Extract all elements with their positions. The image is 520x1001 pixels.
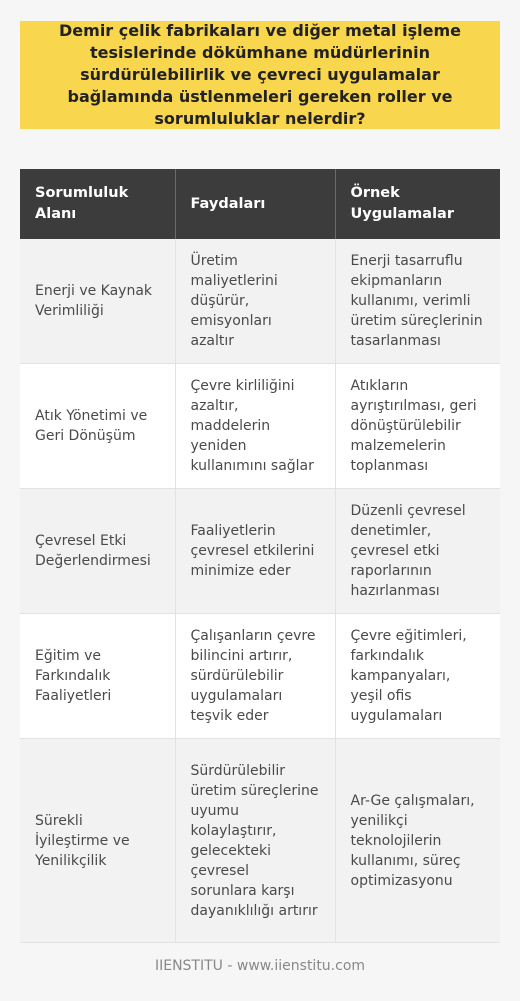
cell-example-practices: Çevre eğitimleri, farkındalık kampanyaları, yeşil ofis uygulamaları <box>335 614 500 739</box>
column-header-benefits: Faydaları <box>175 169 335 239</box>
table-row <box>20 489 500 614</box>
cell-responsibility-area: Çevresel Etki Değerlendirmesi <box>20 489 175 614</box>
cell-example-practices: Düzenli çevresel denetimler, çevresel etki raporlarının hazırlanması <box>335 489 500 614</box>
cell-responsibility-area: Atık Yönetimi ve Geri Dönüşüm <box>20 364 175 489</box>
table-row <box>20 364 500 489</box>
cell-responsibility-area: Enerji ve Kaynak Verimliliği <box>20 239 175 364</box>
page-title: Demir çelik fabrikaları ve diğer metal işleme tesislerinde dökümhane müdürlerinin sürdürülebilirlik ve çevreci uygulamalar bağlamında üstlenmeleri gereken roller ve sorumluluklar nelerdir? <box>59 21 461 128</box>
table-row <box>20 239 500 364</box>
cell-benefits: Sürdürülebilir üretim süreçlerine uyumu kolaylaştırır, gelecekteki çevresel sorunlara karşı dayanıklılığı artırır <box>175 739 335 943</box>
cell-responsibility-area: Eğitim ve Farkındalık Faaliyetleri <box>20 614 175 739</box>
cell-benefits: Faaliyetlerin çevresel etkilerini minimize eder <box>175 489 335 614</box>
title-banner <box>20 21 500 129</box>
cell-example-practices: Ar-Ge çalışmaları, yenilikçi teknolojilerin kullanımı, süreç optimizasyonu <box>335 739 500 943</box>
footer-credit: IIENSTITU - www.iienstitu.com <box>154 958 366 974</box>
table-header-row <box>20 169 500 239</box>
column-header-example-practices: Örnek Uygulamalar <box>335 169 500 239</box>
table-row <box>20 739 500 943</box>
table-row <box>20 614 500 739</box>
cell-benefits: Çevre kirliliğini azaltır, maddelerin yeniden kullanımını sağlar <box>175 364 335 489</box>
cell-example-practices: Atıkların ayrıştırılması, geri dönüştürülebilir malzemelerin toplanması <box>335 364 500 489</box>
cell-example-practices: Enerji tasarruflu ekipmanların kullanımı, verimli üretim süreçlerinin tasarlanması <box>335 239 500 364</box>
column-header-responsibility-area: Sorumluluk Alanı <box>20 169 175 239</box>
cell-benefits: Üretim maliyetlerini düşürür, emisyonları azaltır <box>175 239 335 364</box>
cell-benefits: Çalışanların çevre bilincini artırır, sürdürülebilir uygulamaları teşvik eder <box>175 614 335 739</box>
cell-responsibility-area: Sürekli İyileştirme ve Yenilikçilik <box>20 739 175 943</box>
responsibilities-table <box>20 169 500 943</box>
